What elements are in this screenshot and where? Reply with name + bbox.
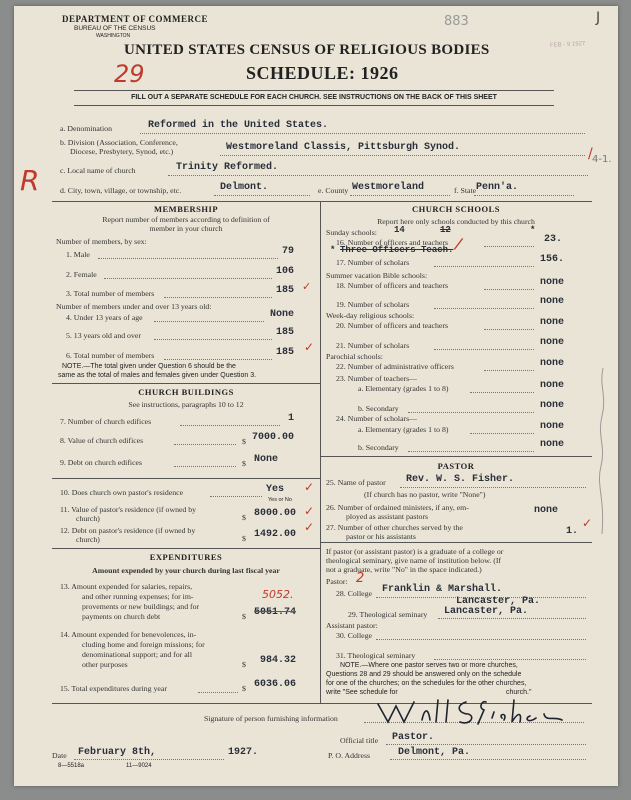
- schedule-year: SCHEDULE: 1926: [246, 63, 399, 83]
- pastor-sub-label: Pastor:: [326, 577, 348, 586]
- q29-label: 29. Theological seminary: [348, 610, 428, 619]
- print-number: 11—9024: [126, 763, 152, 769]
- q15-dollar: $: [242, 684, 246, 693]
- state-label: f. State: [454, 186, 477, 195]
- city-value: Delmont.: [220, 182, 269, 193]
- weekday-schools-label: Week-day religious schools:: [326, 311, 415, 320]
- sunday-count-a: 14: [394, 225, 405, 235]
- corner-mark: J: [596, 10, 601, 26]
- q10-value: Yes: [266, 484, 285, 495]
- q5-label: 5. 13 years old and over: [66, 331, 141, 340]
- q20-value: none: [540, 317, 565, 328]
- asterisk-mark: *: [530, 225, 536, 235]
- q13-red-correction: 5052.: [262, 588, 294, 601]
- graduate-note-1: If pastor (or assistant pastor) is a graduate of a college or: [326, 547, 504, 556]
- q22-value: none: [540, 358, 565, 369]
- stamp-number: 883: [444, 14, 469, 29]
- q11-label-2: church): [76, 514, 100, 523]
- division-label-line1: b. Division (Association, Conference,: [60, 138, 178, 147]
- red-check-q3: ✓: [302, 280, 312, 293]
- document-title: UNITED STATES CENSUS OF RELIGIOUS BODIES: [124, 42, 490, 58]
- city-label: d. City, town, village, or township, etc.: [60, 186, 182, 195]
- q23b-label: b. Secondary: [358, 404, 399, 413]
- q14-label-3: denominational support; and for all: [82, 650, 192, 659]
- q17-label: 17. Number of scholars: [336, 258, 410, 267]
- city-heading: WASHINGTON: [96, 33, 131, 39]
- red-check-q6: ✓: [304, 340, 315, 354]
- q14-label-2: cluding home and foreign missions; for: [82, 640, 205, 649]
- division-value: Westmoreland Classis, Pittsburgh Synod.: [226, 142, 461, 153]
- membership-note-1: NOTE.—The total given under Question 6 should be the: [62, 363, 236, 370]
- red-handwritten-number: 29: [114, 60, 145, 88]
- instruction-line: FILL OUT A SEPARATE SCHEDULE FOR EACH CHURCH. SEE INSTRUCTIONS ON THE BACK OF THIS SHEET: [131, 94, 497, 101]
- schools-intro: Report here only schools conducted by this church: [377, 217, 535, 226]
- q13-label-4: payments on church debt: [82, 612, 161, 621]
- pastor-note-2: Questions 28 and 29 should be answered only on the schedule: [326, 671, 522, 678]
- census-schedule-sheet: [14, 6, 618, 786]
- q15-label: 15. Total expenditures during year: [60, 684, 167, 693]
- county-value: Westmoreland: [352, 182, 425, 193]
- q19-value: none: [540, 296, 565, 307]
- q4-value: None: [270, 309, 295, 320]
- q24-label: 24. Number of scholars—: [336, 414, 417, 423]
- q29-value: Lancaster, Pa.: [444, 606, 529, 617]
- q26-label-1: 26. Number of ordained ministers, if any, em-: [326, 503, 469, 512]
- handwritten-signature: [374, 696, 574, 728]
- q31-label: 31. Theological seminary: [336, 651, 416, 660]
- q9-dollar: $: [242, 459, 246, 468]
- q2-value: 106: [276, 266, 295, 277]
- q11-value: 8000.00: [254, 508, 297, 519]
- local-name-value: Trinity Reformed.: [176, 162, 279, 173]
- q20-label: 20. Number of officers and teachers: [336, 321, 449, 330]
- q6-value: 185: [276, 347, 295, 358]
- local-name-label: c. Local name of church: [60, 166, 136, 175]
- q8-value: 7000.00: [252, 432, 295, 443]
- po-address-value: Delmont, Pa.: [398, 747, 471, 758]
- date-value: February 8th,: [78, 747, 157, 758]
- q23b-value: none: [540, 400, 565, 411]
- q10-label: 10. Does church own pastor's residence: [60, 488, 184, 497]
- q23a-value: none: [540, 380, 565, 391]
- q12-label-2: church): [76, 535, 100, 544]
- q17-value: 156.: [540, 254, 565, 265]
- q27-label-2: pastor or his assistants: [346, 532, 416, 541]
- q5-value: 185: [276, 327, 295, 338]
- q2-label: 2. Female: [66, 270, 97, 279]
- q26-label-2: ployed as assistant pastors: [346, 512, 429, 521]
- q1-label: 1. Male: [66, 250, 90, 259]
- q22-label: 22. Number of administrative officers: [336, 362, 454, 371]
- q14-value: 984.32: [260, 655, 297, 666]
- q21-value: none: [540, 337, 565, 348]
- q24b-label: b. Secondary: [358, 443, 399, 452]
- q15-value: 6036.06: [254, 679, 297, 690]
- buildings-intro: See instructions, paragraphs 10 to 12: [128, 400, 244, 409]
- official-title-label: Official title: [340, 736, 379, 745]
- po-address-label: P. O. Address: [328, 751, 371, 760]
- q24a-label: a. Elementary (grades 1 to 8): [358, 425, 449, 434]
- graduate-note-2: theological seminary, give name of institution below. (If: [326, 556, 502, 565]
- red-tick-mark: /: [588, 146, 593, 162]
- q18-label: 18. Number of officers and teachers: [336, 281, 449, 290]
- state-value: Penn'a.: [476, 182, 519, 193]
- sunday-schools-label: Sunday schools:: [326, 228, 377, 237]
- q3-label: 3. Total number of members: [66, 289, 155, 298]
- form-number: 8—5518a: [58, 763, 85, 769]
- q9-value: None: [254, 454, 279, 465]
- membership-intro-1: Report number of members according to definition of: [102, 215, 270, 224]
- q18-value: none: [540, 277, 565, 288]
- q12-dollar: $: [242, 534, 246, 543]
- pastor-note-3: for one of the churches; on the schedules for the other churches,: [326, 680, 527, 687]
- assistant-pastor-label: Assistant pastor:: [326, 621, 378, 630]
- q13-label-1: 13. Amount expended for salaries, repairs,: [60, 582, 193, 591]
- county-label: e. County: [318, 186, 349, 195]
- signature-label: Signature of person furnishing information: [204, 714, 338, 723]
- graduate-note-3: not a graduate, write "No" in the space indicated.): [326, 565, 482, 574]
- q4-label: 4. Under 13 years of age: [66, 313, 143, 322]
- expenditures-intro: Amount expended by your church during last fiscal year: [92, 566, 280, 575]
- q21-label: 21. Number of scholars: [336, 341, 410, 350]
- bureau-heading: BUREAU OF THE CENSUS: [74, 25, 156, 32]
- official-title-value: Pastor.: [392, 732, 435, 743]
- q13-dollar: $: [242, 612, 246, 621]
- denomination-value: Reformed in the United States.: [148, 120, 329, 131]
- pencil-note-right: 4-1.: [592, 154, 612, 165]
- received-date-stamp: FEB - 9 1927: [549, 41, 586, 49]
- summer-schools-label: Summer vacation Bible schools:: [326, 271, 428, 280]
- red-check-q12: ✓: [304, 520, 315, 534]
- q14-dollar: $: [242, 660, 246, 669]
- q7-value: 1: [288, 413, 295, 424]
- q24a-value: none: [540, 421, 565, 432]
- schools-heading: CHURCH SCHOOLS: [412, 204, 500, 214]
- q7-label: 7. Number of church edifices: [60, 417, 152, 426]
- q9-label: 9. Debt on church edifices: [60, 458, 143, 467]
- q23a-label: a. Elementary (grades 1 to 8): [358, 384, 449, 393]
- q13-label-3: provements or new buildings; and for: [82, 602, 200, 611]
- q24b-value: none: [540, 439, 565, 450]
- members-by-sex-label: Number of members, by sex:: [56, 237, 147, 246]
- division-label-line2: Diocese, Presbytery, Synod, etc.): [70, 147, 174, 156]
- q25-label: 25. Name of pastor: [326, 478, 386, 487]
- q10-yes-no-note: Yes or No: [268, 497, 292, 503]
- denomination-label: a. Denomination: [60, 124, 112, 133]
- membership-note-2: same as the total of males and females given under Question 3.: [58, 372, 257, 379]
- q30-label: 30. College: [336, 631, 372, 640]
- q28-label: 28. College: [336, 589, 372, 598]
- parochial-schools-label: Parochial schools:: [326, 352, 383, 361]
- age-heading: Number of members under and over 13 years old:: [56, 302, 212, 311]
- red-check-q27: ✓: [582, 516, 593, 530]
- q23-label: 23. Number of teachers—: [336, 374, 417, 383]
- q28-value-2: Lancaster, Pa.: [456, 596, 541, 607]
- q14-label-4: other purposes: [82, 660, 128, 669]
- red-check-q10: ✓: [304, 480, 315, 494]
- red-slash-mark: /: [452, 233, 465, 254]
- q12-label-1: 12. Debt on pastor's residence (if owned by: [60, 526, 196, 535]
- q16-value: 23.: [544, 234, 563, 245]
- q3-value: 185: [276, 285, 295, 296]
- date-year: 1927.: [228, 747, 259, 758]
- q6-label: 6. Total number of members: [66, 351, 155, 360]
- q1-value: 79: [282, 246, 295, 257]
- q13-label-2: and other running expenses; for im-: [82, 592, 194, 601]
- q8-label: 8. Value of church edifices: [60, 436, 144, 445]
- sunday-count-b: 12: [440, 225, 451, 235]
- q14-label-1: 14. Amount expended for benevolences, in-: [60, 630, 197, 639]
- pencil-margin-scribble: [596, 366, 610, 536]
- q27-label-1: 27. Number of other churches served by the: [326, 523, 463, 532]
- q11-dollar: $: [242, 513, 246, 522]
- q25-note: (If church has no pastor, write "None"): [364, 490, 486, 499]
- department-heading: DEPARTMENT OF COMMERCE: [62, 14, 209, 24]
- expenditures-heading: EXPENDITURES: [149, 552, 223, 562]
- q12-value: 1492.00: [254, 529, 297, 540]
- q8-dollar: $: [242, 437, 246, 446]
- asterisk-note: *: [330, 245, 336, 255]
- q16-label: 16. Number of officers and teachers: [336, 238, 449, 247]
- pastor-red-number: 2: [356, 571, 365, 586]
- pastor-heading: PASTOR: [437, 461, 475, 471]
- pastor-note-1: NOTE.—Where one pastor serves two or more churches,: [340, 662, 518, 669]
- q28-value-1: Franklin & Marshall.: [382, 584, 503, 595]
- membership-intro-2: member in your church: [149, 224, 223, 233]
- date-label: Date: [52, 751, 67, 760]
- membership-heading: MEMBERSHIP: [153, 204, 219, 214]
- q11-label-1: 11. Value of pastor's residence (if owned by: [60, 505, 197, 514]
- q13-value: 5051.74: [254, 607, 297, 618]
- q19-label: 19. Number of scholars: [336, 300, 410, 309]
- q26-value: none: [534, 505, 559, 516]
- q27-value: 1.: [566, 526, 579, 537]
- q16-note: Three Officers Teach.: [340, 245, 454, 255]
- red-check-q11: ✓: [304, 504, 315, 518]
- buildings-heading: CHURCH BUILDINGS: [138, 387, 234, 397]
- pastor-note-4: write "See schedule for: [326, 689, 398, 696]
- q25-value: Rev. W. S. Fisher.: [406, 474, 515, 485]
- red-r-mark: R: [20, 164, 40, 197]
- pastor-note-5: church.": [506, 689, 532, 696]
